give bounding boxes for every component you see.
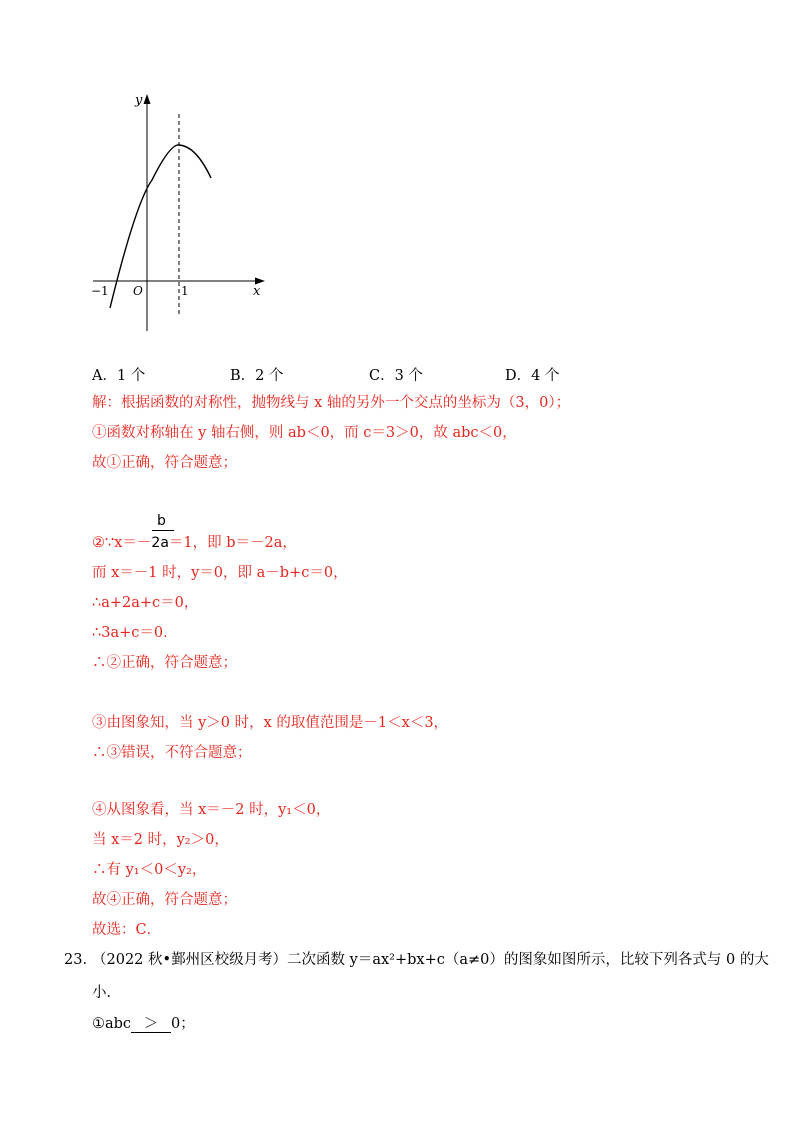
solution-step4-line2: 当 x＝2 时，y₂＞0，	[92, 832, 229, 848]
solution-intro: 解：根据函数的对称性，抛物线与 x 轴的另外一个交点的坐标为（3，0）；	[92, 395, 571, 411]
question-text-line1: （2022 秋•鄞州区校级月考）二次函数 y＝ax²+bx+c（a≠0）的图象如图所示，比较下列各式与 0 的大	[92, 952, 769, 968]
item1-answer-blank: ＞	[131, 1016, 171, 1033]
solution-step2-line4: ∴3a+c＝0．	[92, 625, 178, 641]
solution-answer: 故选：C．	[92, 922, 162, 938]
item1-suffix: 0；	[171, 1016, 195, 1032]
origin-label: O	[133, 284, 143, 298]
item1-prefix: ①abc	[92, 1016, 132, 1032]
question-number: 23．	[64, 952, 97, 968]
step2-suffix: ＝1，即 b＝－2a，	[168, 535, 297, 551]
neg-one-label: −1	[91, 284, 109, 298]
fraction-denominator: 2a	[151, 535, 169, 551]
solution-step2-line5: ∴②正确，符合题意；	[92, 655, 237, 671]
y-axis-label: y	[135, 93, 143, 108]
solution-step2-line3: ∴a+2a+c＝0，	[92, 595, 199, 611]
solution-step3-line1: ③由图象知，当 y＞0 时，x 的取值范围是－1＜x＜3，	[92, 715, 449, 731]
solution-step3-line2: ∴③错误，不符合题意；	[92, 745, 252, 761]
parabola-graph	[88, 86, 278, 336]
one-label: 1	[181, 284, 189, 298]
solution-step1-line1: ①函数对称轴在 y 轴右侧，则 ab＜0，而 c＝3＞0，故 abc＜0，	[92, 425, 517, 441]
solution-step4-line1: ④从图象看，当 x＝－2 时，y₁＜0，	[92, 802, 331, 818]
option-c: C．3 个	[369, 368, 423, 384]
question-item1	[92, 1014, 195, 1034]
y-axis-arrow-icon	[144, 94, 151, 104]
solution-step1-line2: 故①正确，符合题意；	[92, 455, 237, 471]
x-axis-label: x	[253, 284, 261, 299]
option-b: B．2 个	[230, 368, 284, 384]
option-d: D．4 个	[505, 368, 560, 384]
step2-prefix: ②∵x＝－	[92, 535, 152, 551]
solution-step2-line2: 而 x＝－1 时，y＝0，即 a－b+c＝0，	[92, 565, 348, 581]
fraction-numerator: b	[157, 513, 166, 529]
question-text-line2: 小．	[92, 985, 121, 1001]
option-a: A．1 个	[92, 368, 146, 384]
solution-step2-line1	[92, 533, 297, 553]
solution-step4-line3: ∴有 y₁＜0＜y₂，	[92, 862, 207, 878]
fraction-bar	[152, 530, 174, 531]
parabola-curve	[110, 145, 211, 308]
solution-step4-line4: 故④正确，符合题意；	[92, 892, 237, 908]
